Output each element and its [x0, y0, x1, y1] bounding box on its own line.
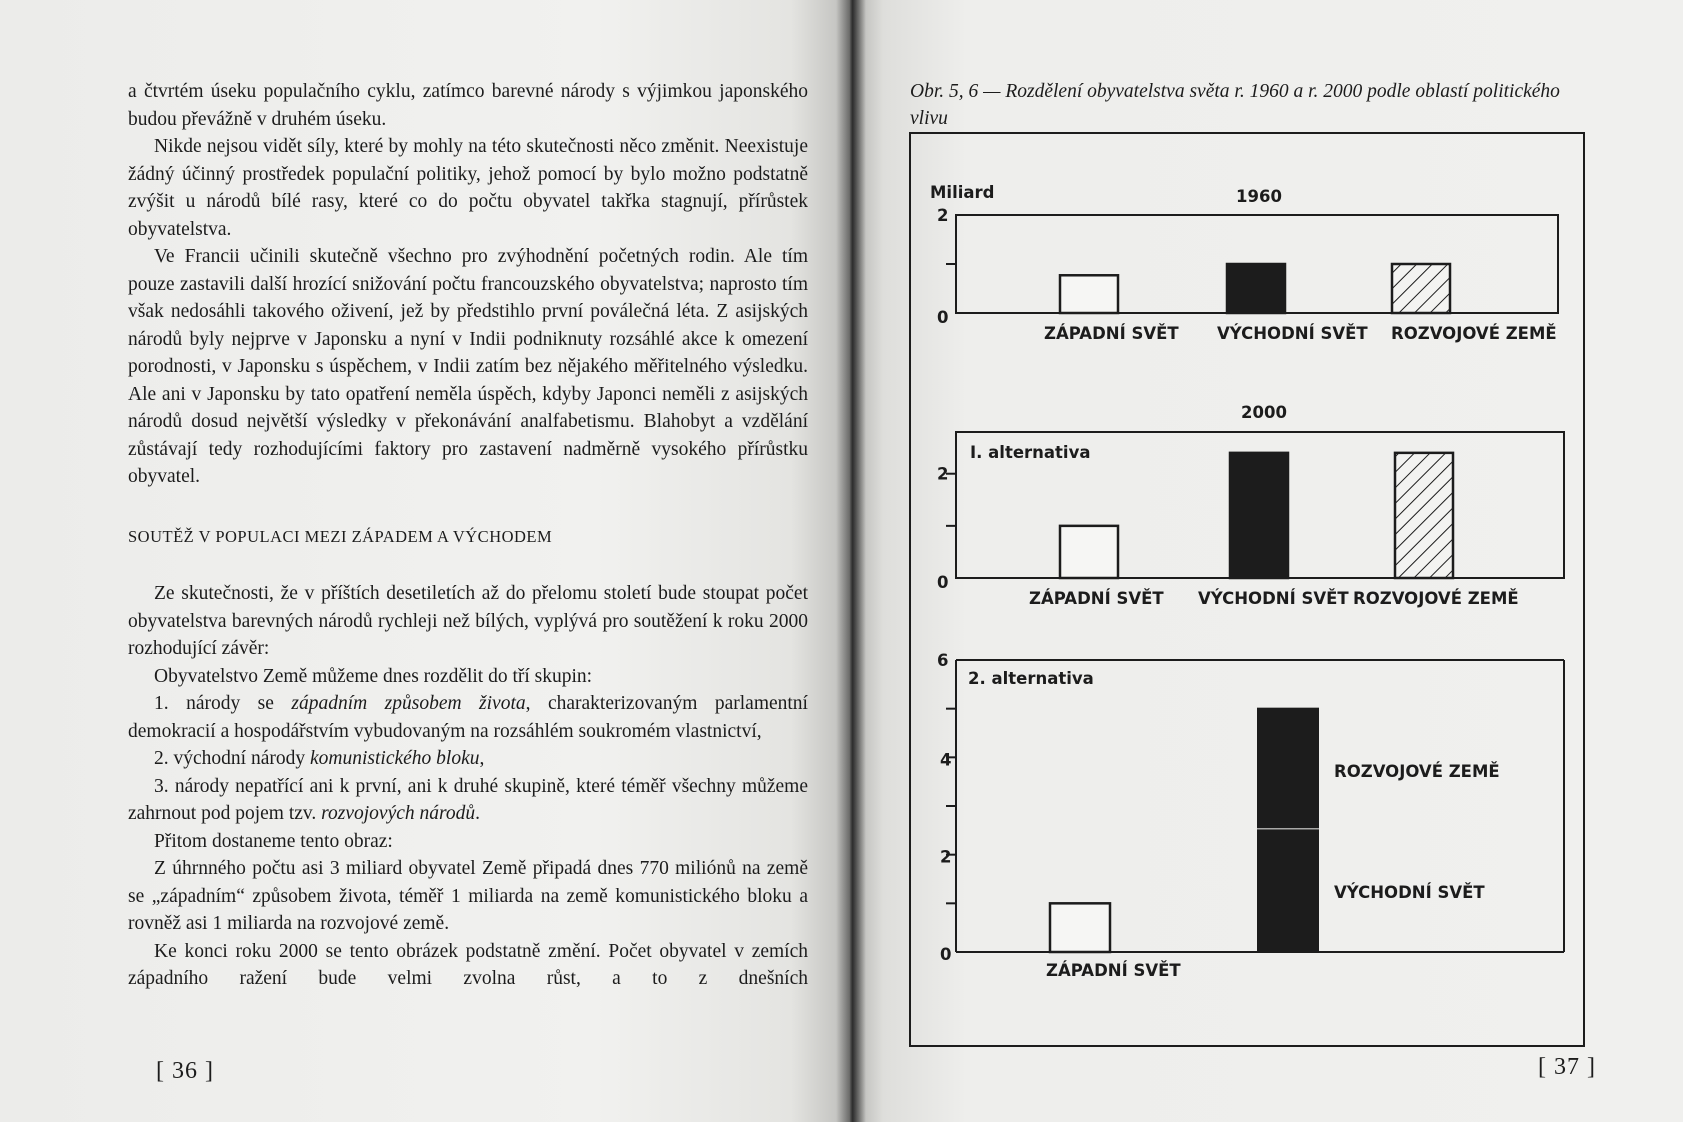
bar	[1395, 453, 1453, 578]
text-run: Z úhrnného počtu asi 3 miliard obyvatel Země připadá dnes 770 miliónů na země se „západním“ způsobem života, téměř 1 miliarda na země komunistického bloku a rovněž asi 1 miliarda na rozvojové země.	[128, 858, 808, 934]
series-label: ROZVOJOVÉ ZEMĚ	[1334, 762, 1500, 781]
text-run: 3. národy nepatřící ani k první, ani k druhé skupině, které téměř všechny můžeme zahrnout pod pojem tzv.	[128, 775, 808, 824]
chart-title: 1960	[1236, 187, 1282, 206]
category-label: VÝCHODNÍ SVĚT	[1217, 324, 1368, 343]
y-tick-label: 2	[937, 206, 949, 225]
text-run: Ze skutečnosti, že v příštích desetiletích až do přelomu století bude stoupat počet obyvatelstva barevných národů rychleji než bílých, vyplývá pro soutěžení k roku 2000 rozhodující závěr:	[128, 583, 808, 659]
text-run: Přitom dostaneme tento obraz:	[154, 830, 393, 852]
text-run: 1. národy se	[154, 693, 292, 714]
italic-text: západním způsobem života	[291, 693, 526, 714]
y-tick-label: 2	[937, 464, 949, 484]
chart-title: 2000	[1241, 403, 1287, 422]
bar	[1227, 264, 1285, 313]
bar-western	[1050, 903, 1110, 952]
y-tick-label: 6	[937, 651, 949, 670]
y-tick-label: 2	[940, 847, 952, 867]
series-label: ZÁPADNÍ SVĚT	[1046, 961, 1181, 980]
bar-developing	[1258, 709, 1318, 828]
bar	[1230, 453, 1288, 578]
category-label: ZÁPADNÍ SVĚT	[1044, 324, 1179, 343]
category-label: ROZVOJOVÉ ZEMĚ	[1353, 589, 1519, 608]
series-label: VÝCHODNÍ SVĚT	[1334, 883, 1485, 902]
y-tick-label: 4	[940, 750, 952, 770]
y-axis-label: Miliard	[930, 183, 995, 202]
text-run: , charakterizovaným parlamentní demokracií a hospodářstvím vybudovaným na rozsáhlém soukromém vlastnictví,	[128, 693, 808, 742]
text-run: ,	[479, 748, 485, 769]
y-tick-label: 0	[937, 308, 949, 327]
category-label: ROZVOJOVÉ ZEMĚ	[1391, 324, 1557, 343]
text-run: .	[475, 803, 481, 824]
text-run: Nikde nejsou vidět síly, které by mohly na této skutečnosti něco změnit. Neexistuje žádný účinný prostředek populační politiky, jehož pomocí by bylo možno podstatně zvýšit u národů bílé rasy, které co do počtu obyvatel takřka stagnují, přírůstek obyvatelstva.	[128, 136, 808, 240]
section-title: SOUTĚŽ V POPULACI MEZI ZÁPADEM A VÝCHODEM	[128, 526, 553, 546]
bar	[1392, 264, 1450, 313]
italic-text: rozvojových národů	[321, 803, 476, 824]
bar	[1060, 526, 1118, 578]
page-number-right: [ 37 ]	[1538, 1054, 1596, 1080]
text-run: 2. východní národy	[154, 748, 310, 769]
y-tick-label: 0	[940, 945, 952, 964]
chart-subtitle: 2. alternativa	[968, 669, 1094, 688]
text-run: Ve Francii učinili skutečně všechno pro zvýhodnění početných rodin. Ale tím pouze zastavili další hrozící snižování počtu francouzského obyvatelstva; naprosto tím však nedosáhli takového oživení, jež by předstihlo první poválečná léta. Z asijských národů byly nejprve v Japonsku a nyní v Indii podniknuty rozsáhlé akce k omezení porodnosti, v Japonsku s úspěchem, v Indii zatím bez nějakého měřitelného výsledku. Ale ani v Japonsku by tato opatření neměla úspěch, kdyby Japonci neměli z asijských národů dosud největší výsledky v překonávání analfabetismu. Blahobyt a vzdělání zůstávají tedy rozhodujícími faktory pro zastavení nadměrně vysokého přírůstku obyvatel.	[128, 246, 808, 487]
text-run: Obyvatelstvo Země můžeme dnes rozdělit do tří skupin:	[154, 665, 593, 687]
italic-text: komunistického bloku	[309, 748, 480, 769]
category-label: VÝCHODNÍ SVĚT	[1198, 589, 1349, 608]
category-label: ZÁPADNÍ SVĚT	[1029, 589, 1164, 608]
figure-caption: Obr. 5, 6 — Rozdělení obyvatelstva světa r. 1960 a r. 2000 podle oblastí politického vlivu	[910, 81, 1560, 129]
bar	[1060, 275, 1118, 313]
bar-eastern	[1258, 830, 1318, 952]
y-tick-label: 0	[937, 573, 949, 592]
page-number-left: [ 36 ]	[156, 1058, 214, 1084]
text-run: a čtvrtém úseku populačního cyklu, zatímco barevné národy s výjimkou japonského budou převážně v druhém úseku.	[128, 81, 808, 130]
chart-subtitle: I. alternativa	[970, 443, 1091, 462]
text-run: Ke konci roku 2000 se tento obrázek podstatně změní. Počet obyvatel v zemích západního ražení bude velmi zvolna růst, a to z dnešních	[128, 940, 808, 989]
